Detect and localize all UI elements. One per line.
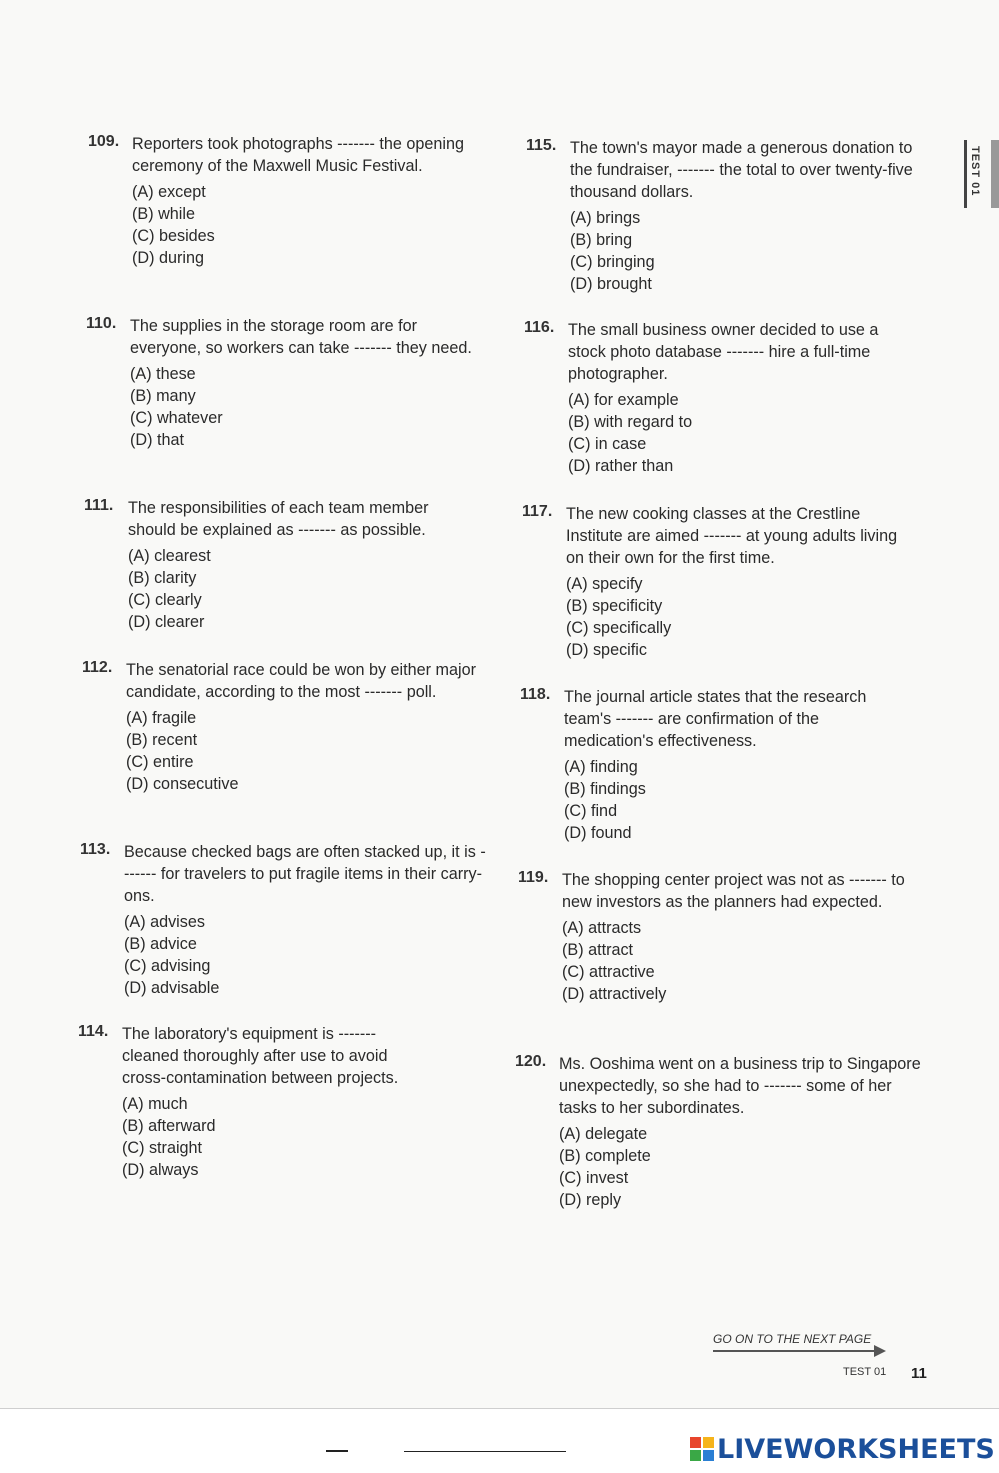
option-c[interactable]: (C) besides	[132, 227, 215, 245]
option-b[interactable]: (B) clarity	[128, 569, 197, 587]
option-d[interactable]: (D) attractively	[562, 985, 667, 1003]
option-d[interactable]: (D) advisable	[124, 979, 220, 997]
options-list	[124, 911, 504, 999]
question-110	[86, 315, 510, 451]
option-c[interactable]: (C) attractive	[562, 963, 655, 981]
side-tab-label: TEST 01	[969, 146, 981, 197]
answer-blank-long[interactable]	[404, 1451, 566, 1452]
question-stem: The new cooking classes at the Crestline Institute are aimed ------- at young adults living on their own for the first time.	[566, 505, 898, 567]
question-number: 113.	[80, 841, 111, 858]
option-b[interactable]: (B) many	[130, 387, 196, 405]
option-a[interactable]: (A) delegate	[559, 1125, 648, 1143]
option-c[interactable]: (C) bringing	[570, 253, 655, 271]
option-c[interactable]: (C) entire	[126, 753, 194, 771]
option-a[interactable]: (A) much	[122, 1095, 188, 1113]
options-list	[122, 1093, 502, 1181]
next-page-label: GO ON TO THE NEXT PAGE	[713, 1332, 872, 1346]
question-109	[88, 133, 512, 269]
question-stem: The shopping center project was not as ------- to new investors as the planners had expected.	[562, 871, 905, 911]
option-c[interactable]: (C) specifically	[566, 619, 672, 637]
option-c[interactable]: (C) whatever	[130, 409, 223, 427]
liveworksheets-mark-icon	[690, 1437, 714, 1461]
next-page-arrow-line	[713, 1350, 877, 1352]
option-d[interactable]: (D) clearer	[128, 613, 205, 631]
question-stem: The small business owner decided to use a stock photo database ------- hire a full-time photographer.	[568, 321, 879, 383]
question-119	[518, 869, 942, 1005]
question-stem: The town's mayor made a generous donation to the fundraiser, ------- the total to over twenty-five thousand dollars.	[570, 139, 913, 201]
option-a[interactable]: (A) specify	[566, 575, 643, 593]
option-c[interactable]: (C) invest	[559, 1169, 629, 1187]
option-d[interactable]: (D) consecutive	[126, 775, 239, 793]
option-d[interactable]: (D) brought	[570, 275, 652, 293]
question-stem: The laboratory's equipment is ------- cleaned thoroughly after use to avoid cross-contamination between projects.	[122, 1025, 399, 1087]
option-a[interactable]: (A) clearest	[128, 547, 211, 565]
option-b[interactable]: (B) afterward	[122, 1117, 216, 1135]
question-stem: The senatorial race could be won by either major candidate, according to the most ------- poll.	[126, 661, 477, 701]
question-114	[78, 1023, 502, 1181]
option-a[interactable]: (A) except	[132, 183, 206, 201]
option-a[interactable]: (A) for example	[568, 391, 679, 409]
options-list	[126, 707, 506, 795]
options-list	[568, 389, 948, 477]
question-number: 111.	[84, 497, 114, 514]
question-stem: Ms. Ooshima went on a business trip to Singapore unexpectedly, so she had to ------- some of her tasks to her subordinates.	[559, 1055, 921, 1117]
question-113	[80, 841, 504, 999]
question-number: 117.	[522, 503, 553, 520]
question-number: 120.	[515, 1053, 547, 1070]
options-list	[566, 573, 946, 661]
option-d[interactable]: (D) that	[130, 431, 184, 449]
question-stem: Because checked bags are often stacked up, it is ------- for travelers to put fragile items in their carry-ons.	[124, 843, 486, 905]
option-c[interactable]: (C) in case	[568, 435, 647, 453]
question-117	[522, 503, 946, 661]
question-stem: The supplies in the storage room are for everyone, so workers can take ------- they need.	[130, 317, 472, 357]
question-120	[515, 1053, 939, 1211]
question-number: 112.	[82, 659, 113, 676]
question-116	[524, 319, 948, 477]
option-d[interactable]: (D) rather than	[568, 457, 674, 475]
option-a[interactable]: (A) attracts	[562, 919, 642, 937]
option-a[interactable]: (A) advises	[124, 913, 205, 931]
option-b[interactable]: (B) with regard to	[568, 413, 693, 431]
liveworksheets-wordmark: LIVEWORKSHEETS	[717, 1433, 995, 1465]
question-112	[82, 659, 506, 795]
option-b[interactable]: (B) complete	[559, 1147, 651, 1165]
options-list	[570, 207, 950, 295]
option-a[interactable]: (A) brings	[570, 209, 641, 227]
option-a[interactable]: (A) fragile	[126, 709, 197, 727]
question-111	[84, 497, 508, 633]
option-b[interactable]: (B) recent	[126, 731, 198, 749]
option-d[interactable]: (D) always	[122, 1161, 199, 1179]
option-a[interactable]: (A) finding	[564, 758, 638, 776]
option-c[interactable]: (C) find	[564, 802, 618, 820]
question-118	[520, 686, 944, 844]
arrow-right-icon	[874, 1345, 886, 1357]
question-number: 109.	[88, 133, 120, 150]
options-list	[559, 1123, 939, 1211]
answer-blank-short[interactable]	[326, 1450, 348, 1452]
option-a[interactable]: (A) these	[130, 365, 196, 383]
question-number: 119.	[518, 869, 549, 886]
option-d[interactable]: (D) during	[132, 249, 204, 267]
options-list	[128, 545, 508, 633]
question-115	[526, 137, 950, 295]
footer-test-label: TEST 01	[843, 1366, 887, 1378]
option-c[interactable]: (C) clearly	[128, 591, 202, 609]
option-d[interactable]: (D) reply	[559, 1191, 622, 1209]
options-list	[130, 363, 510, 451]
question-number: 118.	[520, 686, 551, 703]
option-d[interactable]: (D) found	[564, 824, 632, 842]
option-d[interactable]: (D) specific	[566, 641, 647, 659]
option-c[interactable]: (C) advising	[124, 957, 211, 975]
options-list	[132, 181, 512, 269]
option-b[interactable]: (B) attract	[562, 941, 634, 959]
options-list	[562, 917, 942, 1005]
question-stem: Reporters took photographs ------- the opening ceremony of the Maxwell Music Festival.	[132, 135, 465, 175]
option-b[interactable]: (B) while	[132, 205, 195, 223]
side-tab	[964, 140, 999, 208]
question-number: 110.	[86, 315, 117, 332]
option-b[interactable]: (B) findings	[564, 780, 646, 798]
question-stem: The journal article states that the research team's ------- are confirmation of the medication's effectiveness.	[564, 688, 867, 750]
question-number: 116.	[524, 319, 555, 336]
options-list	[564, 756, 944, 844]
liveworksheets-logo	[690, 1432, 995, 1466]
option-b[interactable]: (B) advice	[124, 935, 197, 953]
option-b[interactable]: (B) specificity	[566, 597, 663, 615]
page-number: 11	[911, 1365, 927, 1382]
question-number: 114.	[78, 1023, 109, 1040]
option-b[interactable]: (B) bring	[570, 231, 633, 249]
question-stem: The responsibilities of each team member should be explained as ------- as possible.	[128, 499, 429, 539]
option-c[interactable]: (C) straight	[122, 1139, 203, 1157]
question-number: 115.	[526, 137, 557, 154]
